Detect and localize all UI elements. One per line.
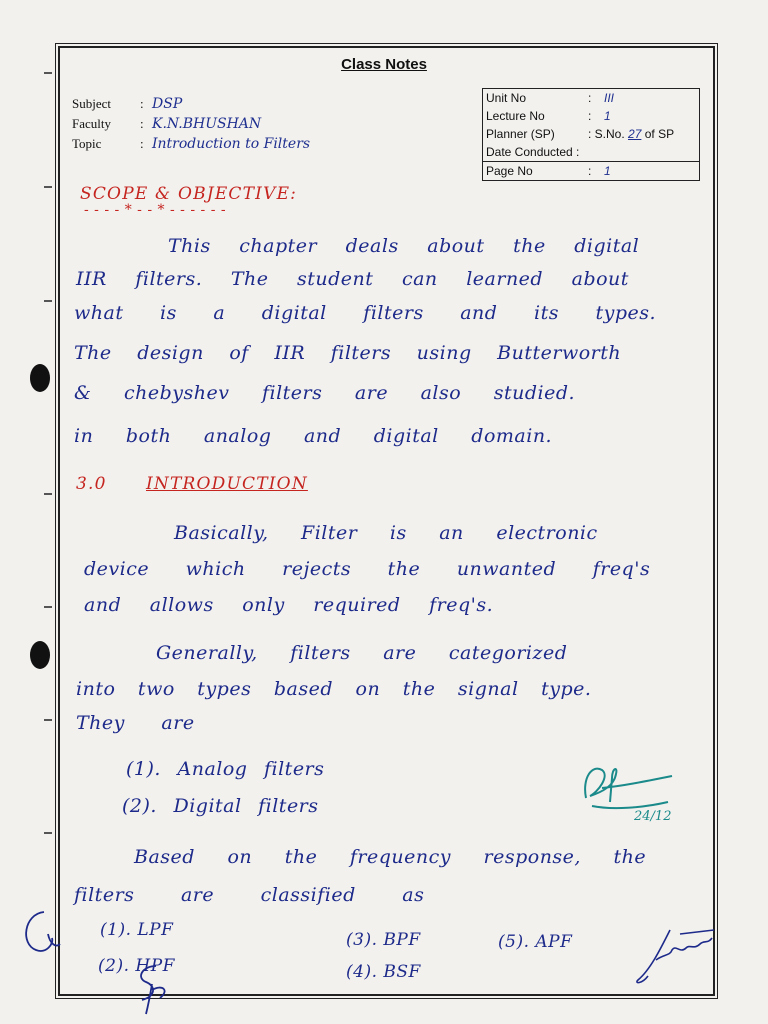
type-digital: (2). Digital filters bbox=[122, 795, 319, 817]
lecture-row: Lecture No : 1 bbox=[483, 107, 700, 125]
bottom-initials bbox=[126, 960, 176, 1016]
page-value: 1 bbox=[601, 162, 700, 181]
para3-line3: They are bbox=[76, 712, 195, 734]
class-bsf: (4). BSF bbox=[346, 962, 421, 982]
signature-date: 24/12 bbox=[634, 809, 672, 824]
margin-tick bbox=[44, 186, 52, 188]
para2-line2: device which rejects the unwanted freq's bbox=[84, 558, 651, 580]
unit-value: III bbox=[604, 91, 615, 105]
para4-line2: filters are classified as bbox=[74, 884, 425, 906]
punch-hole-top bbox=[30, 364, 50, 392]
lecture-value: 1 bbox=[604, 109, 611, 123]
para1-line1: This chapter deals about the digital bbox=[168, 235, 640, 257]
meta-block bbox=[72, 94, 310, 154]
margin-tick bbox=[44, 719, 52, 721]
para2-line1: Basically, Filter is an electronic bbox=[174, 522, 598, 544]
margin-tick bbox=[44, 606, 52, 608]
teal-signature bbox=[572, 758, 682, 828]
faculty-row: Faculty : K.N.BHUSHAN bbox=[72, 116, 262, 132]
scope-heading: SCOPE & OBJECTIVE: bbox=[80, 184, 298, 204]
faculty-value: K.N.BHUSHAN bbox=[152, 116, 262, 132]
para1-line6: in both analog and digital domain. bbox=[74, 425, 553, 447]
class-apf: (5). APF bbox=[498, 932, 573, 952]
para1-line3: what is a digital filters and its types. bbox=[74, 302, 657, 324]
info-table bbox=[482, 88, 700, 181]
para2-line3: and allows only required freq's. bbox=[84, 594, 494, 616]
unit-row: Unit No : III bbox=[483, 89, 700, 108]
planner-row: Planner (SP) : S.No. 27 of SP bbox=[486, 127, 675, 141]
subject-value: DSP bbox=[152, 96, 183, 112]
scope-underline: - - - - * - - * - - - - - - bbox=[84, 202, 227, 218]
para3-line1: Generally, filters are categorized bbox=[156, 642, 568, 664]
margin-initials bbox=[14, 904, 64, 964]
page-row: Page No : 1 bbox=[483, 162, 700, 181]
class-lpf: (1). LPF bbox=[100, 920, 174, 940]
para3-line2: into two types based on the signal type. bbox=[76, 678, 592, 700]
subject-row: Subject : DSP bbox=[72, 96, 183, 112]
type-analog: (1). Analog filters bbox=[126, 758, 325, 780]
para1-line4: The design of IIR filters using Butterworth bbox=[74, 342, 622, 364]
topic-value: Introduction to Filters bbox=[152, 136, 311, 152]
class-bpf: (3). BPF bbox=[346, 930, 421, 950]
margin-tick bbox=[44, 832, 52, 834]
sno-value: 27 bbox=[628, 127, 642, 141]
page-title: Class Notes bbox=[341, 56, 427, 73]
class-hpf: (2). HPF bbox=[98, 956, 175, 976]
intro-number: 3.0 bbox=[76, 474, 107, 494]
para4-line1: Based on the frequency response, the bbox=[134, 846, 647, 868]
bottom-right-signature bbox=[630, 920, 720, 990]
intro-heading: INTRODUCTION bbox=[146, 474, 308, 494]
punch-hole-bottom bbox=[30, 641, 50, 669]
para1-line5: & chebyshev filters are also studied. bbox=[74, 382, 576, 404]
margin-tick bbox=[44, 300, 52, 302]
margin-tick bbox=[44, 493, 52, 495]
para1-line2: IIR filters. The student can learned about bbox=[76, 268, 629, 290]
date-row: Date Conducted : bbox=[486, 145, 580, 159]
topic-row: Topic : Introduction to Filters bbox=[72, 136, 311, 152]
